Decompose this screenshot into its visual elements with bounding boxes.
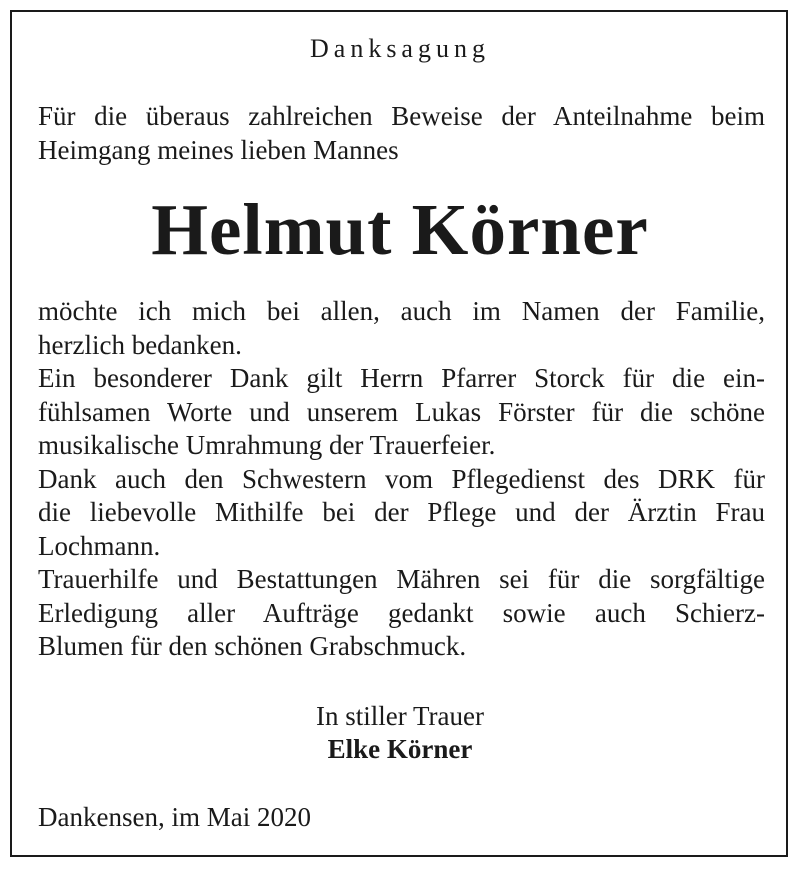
body-line: musikalische Umrahmung der Trauerfeier. (38, 430, 496, 460)
place-date: Dankensen, im Mai 2020 (38, 802, 311, 832)
deceased-name: Helmut Körner (151, 189, 649, 270)
intro-paragraph (38, 100, 765, 167)
body-line: herzlich bedanken. (38, 329, 242, 360)
body-line: Lochmann. (38, 530, 161, 561)
body-line: fühlsamen Worte und unserem Lukas Förster für die schöne (38, 396, 765, 427)
body-line: die liebevolle Mithilfe bei der Pflege und der Ärztin Frau (38, 497, 765, 527)
intro-line: Für die überaus zahlreichen Beweise der Anteilnahme beim (38, 101, 765, 131)
body-line: möchte ich mich bei allen, auch im Namen der Familie, (38, 296, 765, 326)
intro-line: Heimgang meines lieben Mannes (38, 134, 399, 165)
body-paragraph (38, 295, 765, 664)
body-line: Erledigung aller Aufträge gedankt sowie auch Schierz- (38, 597, 765, 628)
signature-name: Elke Körner (327, 734, 473, 764)
body-line: Blumen für den schönen Grabschmuck. (38, 631, 467, 661)
body-line: Ein besonderer Dank gilt Herrn Pfarrer Storck für die ein- (38, 363, 765, 393)
signature-intro: In stiller Trauer (316, 701, 484, 731)
body-line: Dank auch den Schwestern vom Pflegedienst des DRK für (38, 463, 765, 494)
notice-heading: Danksagung (310, 34, 490, 63)
body-line: Trauerhilfe und Bestattungen Mähren sei für die sorgfältige (38, 564, 765, 594)
